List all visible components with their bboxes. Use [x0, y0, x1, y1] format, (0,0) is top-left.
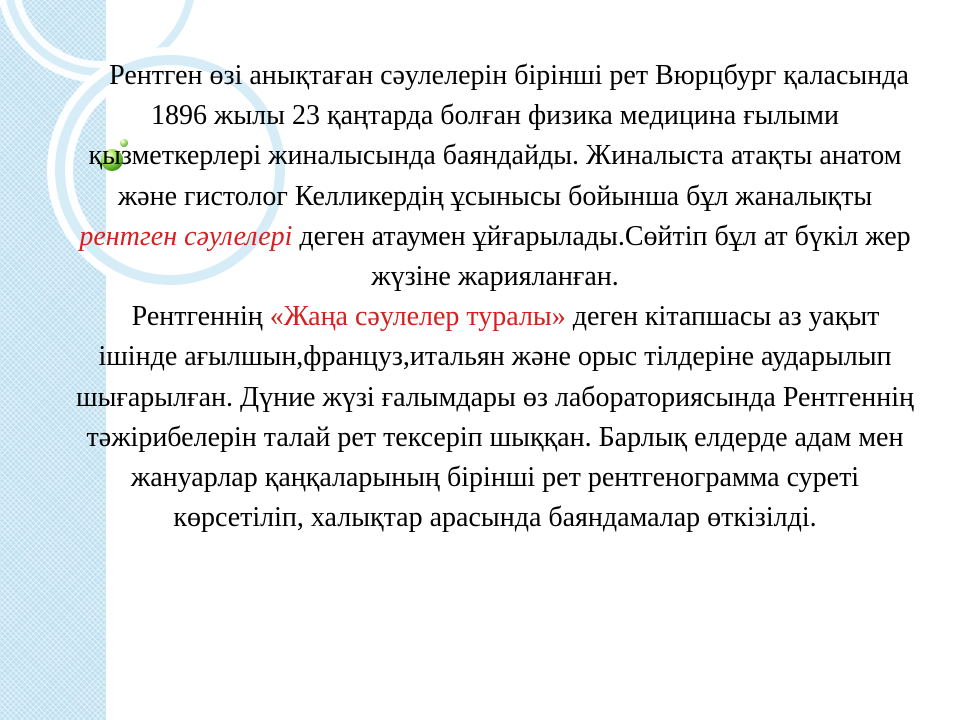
highlight-x-rays-term: рентген сәулелері [79, 220, 293, 252]
paragraph-2 [70, 297, 920, 538]
paragraph-2-text-after: деген кітапшасы аз уақыт ішінде ағылшын,француз,итальян және орыс тілдеріне аударылып шығарылған. Дүние жүзі ғалымдары өз лабораториясында Рентгеннің тәжірибелерін талай рет тексеріп шыққан. Барлық елдерде адам мен жануарлар қаңқаларының бірінші рет рентгенограмма суреті көрсетіліп, халықтар арасында баяндамалар өткізілді. [76, 301, 914, 534]
paragraph-2-text-before: Рентгеннің [131, 301, 270, 333]
highlight-book-title: «Жаңа сәулелер туралы» [269, 301, 566, 333]
paragraph-1-text-before: Рентген өзі анықтаған сәулелерін бірінші рет Вюрцбург қаласында 1896 жылы 23 қаңтарда болған физика медицина ғылыми қызметкерлері жиналысында баяндайды. Жиналыста атақты анатом және гистолог Келликердің ұсынысы бойынша бұл жаналықты [88, 60, 909, 212]
slide-body-text [70, 56, 920, 538]
paragraph-1-text-after: деген атаумен ұйғарылады.Сөйтіп бұл ат бүкіл жер жүзіне жарияланған. [292, 220, 911, 293]
paragraph-1 [70, 56, 920, 297]
